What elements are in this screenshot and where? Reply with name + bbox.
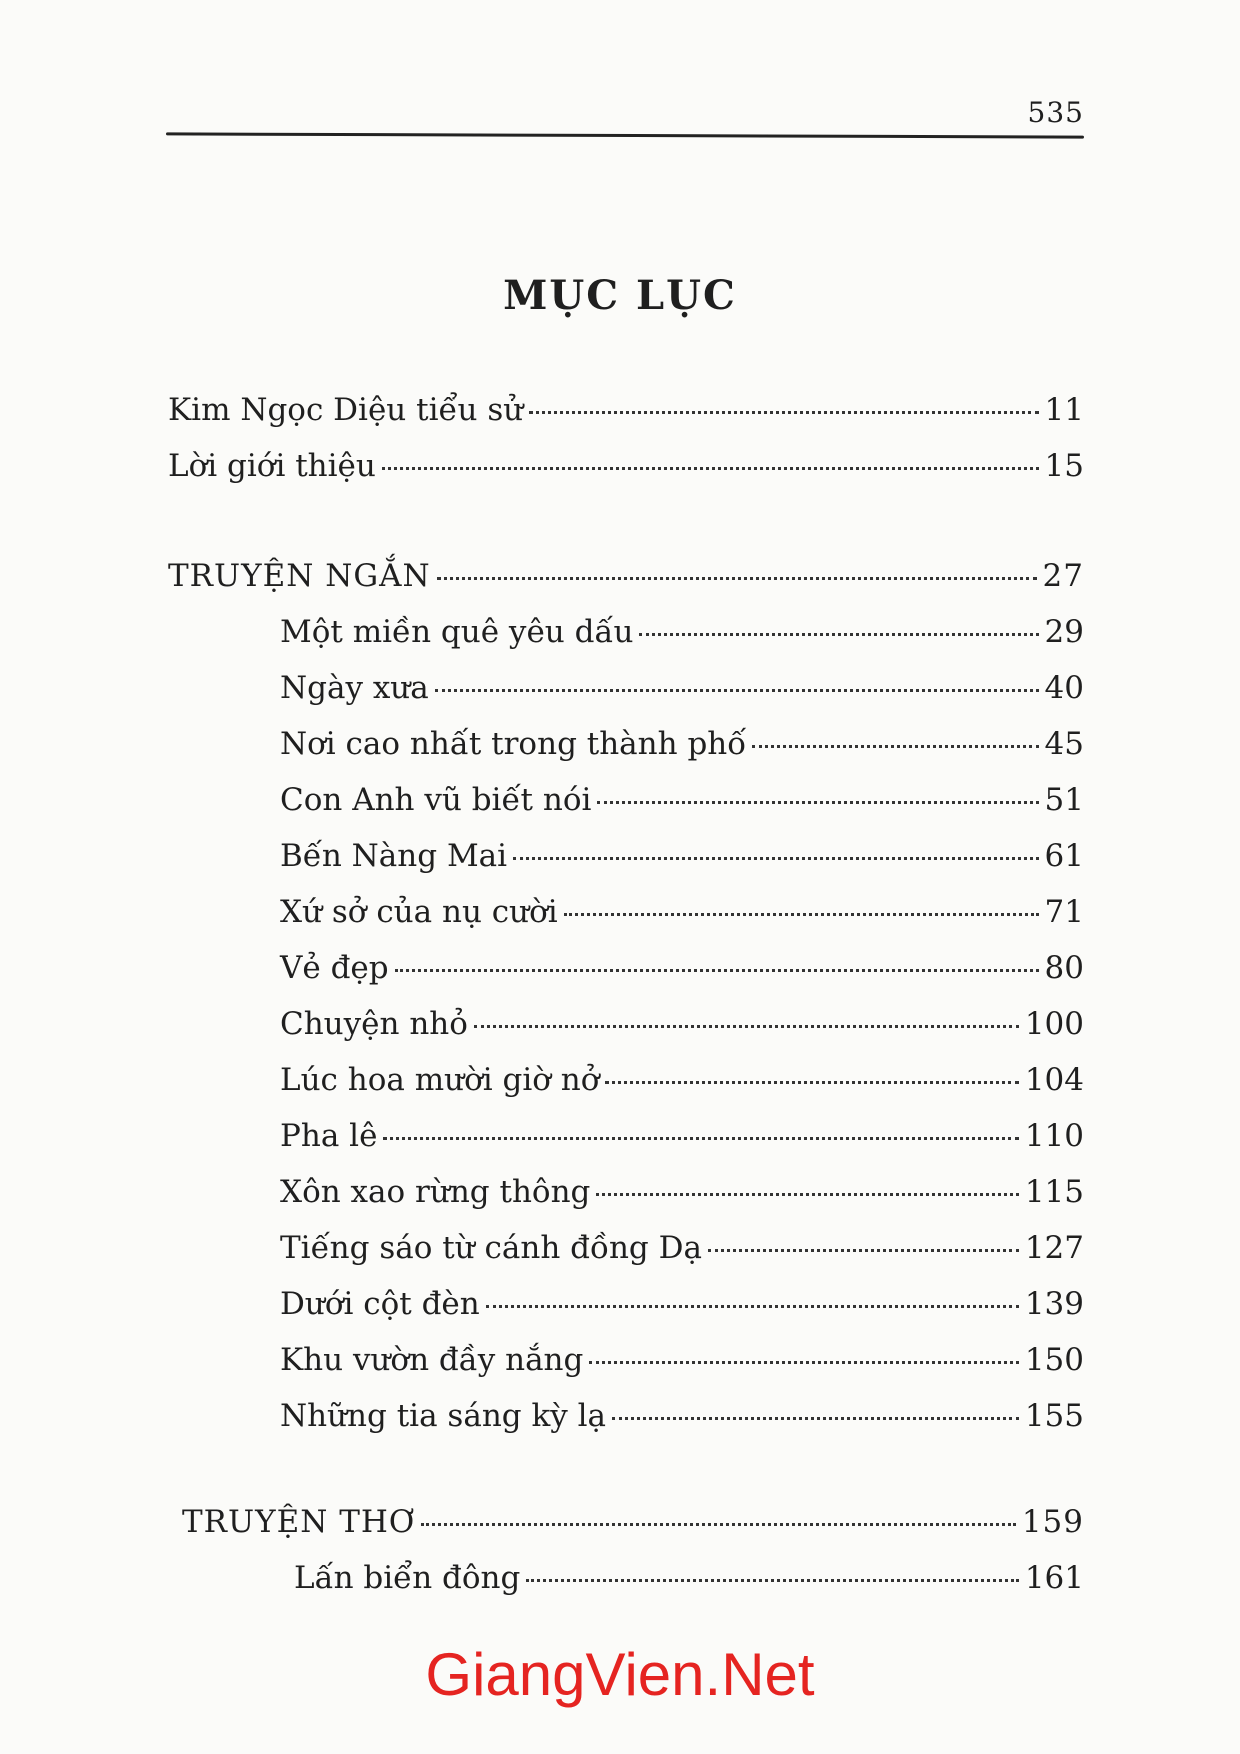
toc-entry-page: 155	[1024, 1398, 1084, 1434]
toc-entry	[168, 772, 1084, 828]
toc-entry	[168, 1388, 1084, 1444]
toc-entry-title: Ngày xưa	[280, 670, 429, 706]
toc-entry-page: 100	[1024, 1006, 1084, 1042]
toc-entry-page: 115	[1024, 1174, 1084, 1210]
toc-entry-page: 61	[1044, 838, 1084, 874]
toc-entry	[168, 660, 1084, 716]
toc-entry-page: 27	[1042, 558, 1084, 594]
toc-entry-page: 51	[1044, 782, 1084, 818]
toc-entry-title: Tiếng sáo từ cánh đồng Dạ	[280, 1230, 702, 1266]
dot-leader	[437, 567, 1037, 580]
toc-entry-title: Dưới cột đèn	[280, 1286, 480, 1322]
toc-entry-page: 11	[1044, 392, 1084, 428]
toc-entry	[168, 382, 1084, 438]
toc-entry	[168, 1220, 1084, 1276]
toc-entry-title: Lúc hoa mười giờ nở	[280, 1062, 600, 1098]
toc-entry-page: 104	[1024, 1062, 1084, 1098]
toc-entry	[182, 1550, 1084, 1606]
toc-entry-title: Chuyện nhỏ	[280, 1006, 468, 1042]
toc-entry-page: 15	[1044, 448, 1084, 484]
toc-entry-title: Xôn xao rừng thông	[280, 1174, 591, 1210]
toc-entry-title: TRUYỆN THƠ	[182, 1504, 416, 1540]
dot-leader	[612, 1407, 1019, 1420]
toc-entry-page: 71	[1044, 894, 1084, 930]
toc-entry	[168, 604, 1084, 660]
toc-entry-title: Một miền quê yêu dấu	[280, 614, 634, 650]
toc-entry-title: Vẻ đẹp	[280, 950, 389, 986]
toc-entry-title: Pha lê	[280, 1118, 378, 1154]
toc-entry-page: 139	[1024, 1286, 1084, 1322]
toc-entry-title: TRUYỆN NGẮN	[168, 558, 431, 594]
toc-entry	[168, 438, 1084, 494]
toc-entry-page: 80	[1044, 950, 1084, 986]
toc-entry	[168, 884, 1084, 940]
toc-entry-page: 161	[1024, 1560, 1084, 1596]
dot-leader	[564, 903, 1039, 916]
toc-entry	[168, 940, 1084, 996]
dot-leader	[421, 1513, 1015, 1526]
watermark: GiangVien.Net	[425, 1641, 815, 1708]
toc-entry-title: Nơi cao nhất trong thành phố	[280, 726, 747, 762]
toc-entry-page: 150	[1024, 1342, 1084, 1378]
dot-leader	[395, 959, 1039, 972]
toc-section-heading	[182, 1494, 1084, 1550]
dot-leader	[605, 1071, 1018, 1084]
toc-entry	[168, 1332, 1084, 1388]
toc-entry	[168, 1108, 1084, 1164]
toc-entry	[168, 716, 1084, 772]
toc-entry-page: 110	[1024, 1118, 1084, 1154]
dot-leader	[435, 679, 1039, 692]
toc-entry-title: Lời giới thiệu	[168, 448, 376, 484]
toc-entry-page: 159	[1021, 1504, 1084, 1540]
dot-leader	[639, 623, 1038, 636]
dot-leader	[596, 1183, 1018, 1196]
dot-leader	[474, 1015, 1019, 1028]
toc-entry-page: 127	[1024, 1230, 1084, 1266]
toc-entry-title: Những tia sáng kỳ lạ	[280, 1398, 607, 1434]
toc-section-truyen-ngan	[168, 548, 1084, 1444]
dot-leader	[382, 457, 1039, 470]
dot-leader	[486, 1295, 1019, 1308]
toc-entry	[168, 996, 1084, 1052]
dot-leader	[513, 847, 1038, 860]
toc-front-matter	[168, 382, 1084, 494]
header-rule	[166, 132, 1084, 138]
toc-entry-title: Bến Nàng Mai	[280, 838, 508, 874]
dot-leader	[597, 791, 1038, 804]
page-number: 535	[1027, 96, 1084, 129]
toc-entry-title: Xứ sở của nụ cười	[280, 894, 558, 930]
toc-entry-title: Con Anh vũ biết nói	[280, 782, 592, 818]
toc-entry	[168, 1276, 1084, 1332]
toc-entry-page: 40	[1044, 670, 1084, 706]
toc-entry-page: 45	[1044, 726, 1084, 762]
dot-leader	[529, 401, 1038, 414]
dot-leader	[383, 1127, 1018, 1140]
toc-entry-title: Lấn biển đông	[294, 1560, 521, 1596]
toc-section-truyen-tho	[182, 1494, 1084, 1606]
dot-leader	[752, 735, 1038, 748]
page-title: MỤC LỤC	[503, 272, 737, 319]
toc-entry	[168, 1164, 1084, 1220]
dot-leader	[708, 1239, 1019, 1252]
toc-entry-title: Kim Ngọc Diệu tiểu sử	[168, 392, 524, 428]
dot-leader	[589, 1351, 1018, 1364]
toc-entry-title: Khu vườn đầy nắng	[280, 1342, 584, 1378]
toc-entry	[168, 1052, 1084, 1108]
dot-leader	[526, 1569, 1018, 1582]
toc-entry-page: 29	[1044, 614, 1084, 650]
toc-section-heading	[168, 548, 1084, 604]
toc-entry	[168, 828, 1084, 884]
